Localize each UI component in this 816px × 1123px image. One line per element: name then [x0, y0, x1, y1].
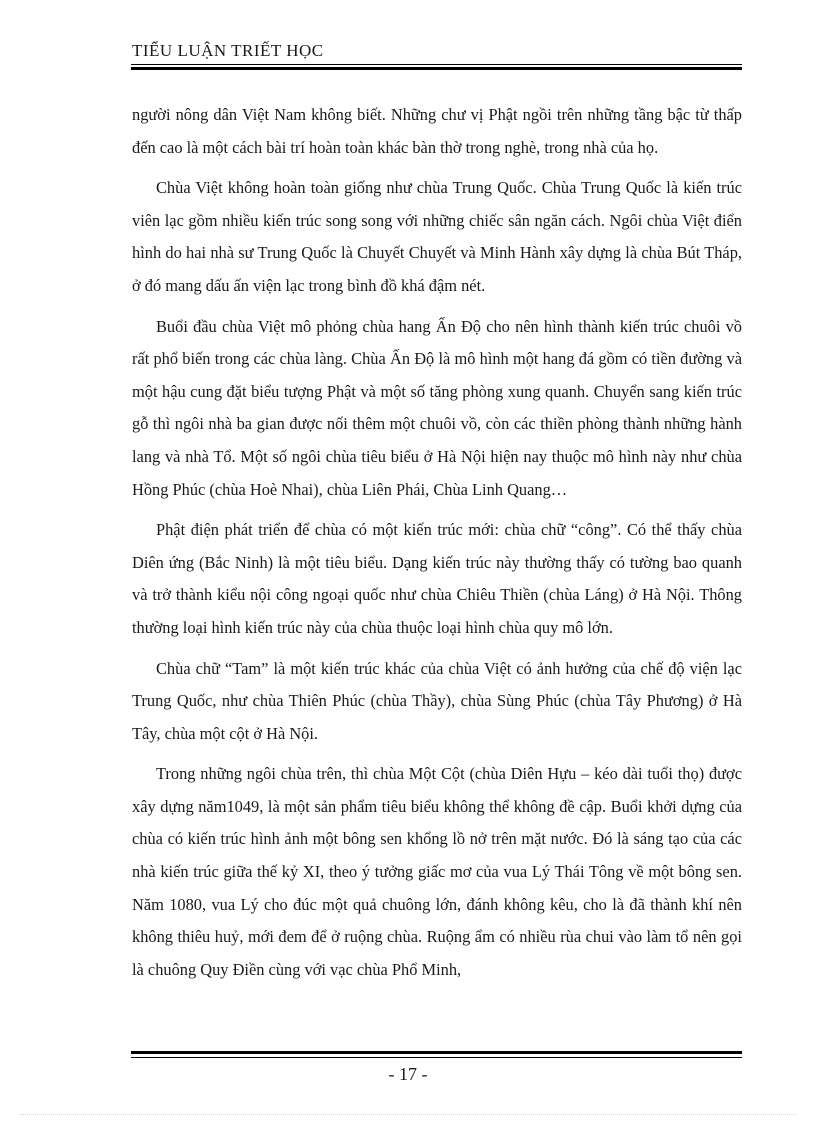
- header-rule-thick: [131, 67, 742, 70]
- header-title: TIỂU LUẬN TRIẾT HỌC: [132, 41, 324, 60]
- body-text: [132, 99, 742, 994]
- page-number: - 17 -: [388, 1064, 428, 1084]
- paragraph-1: người nông dân Việt Nam không biết. Những chư vị Phật ngồi trên những tầng bậc từ thấp đến cao là một cách bài trí hoàn toàn khác bàn thờ trong nghè, trong nhà của họ.: [132, 105, 742, 157]
- footer-rule-thick: [131, 1051, 742, 1054]
- paragraph-5: Chùa chữ “Tam” là một kiến trúc khác của chùa Việt có ảnh hưởng của chế độ viện lạc Trung Quốc, như chùa Thiên Phúc (chùa Thầy), chùa Sùng Phúc (chùa Tây Phương) ở Hà Tây, chùa một cột ở Hà Nội.: [132, 658, 742, 743]
- header-rule-thin: [131, 64, 742, 65]
- paragraph-6: Trong những ngôi chùa trên, thì chùa Một Cột (chùa Diên Hựu – kéo dài tuổi thọ) được xây dựng năm1049, là một sản phẩm tiêu biểu không thể không đề cập. Buổi khởi dựng của chùa có kiến trúc hình ảnh một bông sen khổng lồ nở trên mặt nước. Đó là sáng tạo của các nhà kiến trúc giữa thế kỷ XI, theo ý tưởng giấc mơ của vua Lý Thái Tông về một bông sen. Năm 1080, vua Lý cho đúc một quả chuông lớn, đánh không kêu, cho là đã thành khí nên không thiêu huỷ, mới đem để ở ruộng chùa. Ruộng ẩm có nhiều rùa chui vào làm tổ nên gọi là chuông Quy Điền cùng với vạc chùa Phổ Minh,: [132, 764, 742, 979]
- page-bottom-border: [20, 1114, 796, 1115]
- paragraph-2: Chùa Việt không hoàn toàn giống như chùa Trung Quốc. Chùa Trung Quốc là kiến trúc viên lạc gồm nhiều kiến trúc song song với những chiếc sân ngăn cách. Ngôi chùa Việt điển hình do hai nhà sư Trung Quốc là Chuyết Chuyết và Minh Hành xây dựng là chùa Bút Tháp, ở đó mang dấu ấn viện lạc trong bình đồ khá đậm nét.: [132, 178, 742, 295]
- footer-rule-thin: [131, 1057, 742, 1058]
- paragraph-4: Phật điện phát triển để chùa có một kiến trúc mới: chùa chữ “công”. Có thể thấy chùa Diên ứng (Bắc Ninh) là một tiêu biểu. Dạng kiến trúc này thường thấy có tường bao quanh và trở thành kiểu nội công ngoại quốc như chùa Chiêu Thiền (chùa Láng) ở Hà Nội. Thông thường loại hình kiến trúc này của chùa thuộc loại hình chùa quy mô lớn.: [132, 520, 742, 637]
- paragraph-3: Buổi đầu chùa Việt mô phỏng chùa hang Ấn Độ cho nên hình thành kiến trúc chuôi vồ rất phổ biến trong các chùa làng. Chùa Ấn Độ là mô hình một hang đá gồm có tiền đường và một hậu cung đặt biểu tượng Phật và một số tăng phòng xung quanh. Chuyển sang kiến trúc gỗ thì ngôi nhà ba gian được nối thêm một chuôi vồ, còn các thiền phòng thành những hành lang và nhà Tổ. Một số ngôi chùa tiêu biểu ở Hà Nội hiện nay thuộc mô hình này như chùa Hồng Phúc (chùa Hoè Nhai), chùa Liên Phái, Chùa Linh Quang…: [132, 316, 742, 499]
